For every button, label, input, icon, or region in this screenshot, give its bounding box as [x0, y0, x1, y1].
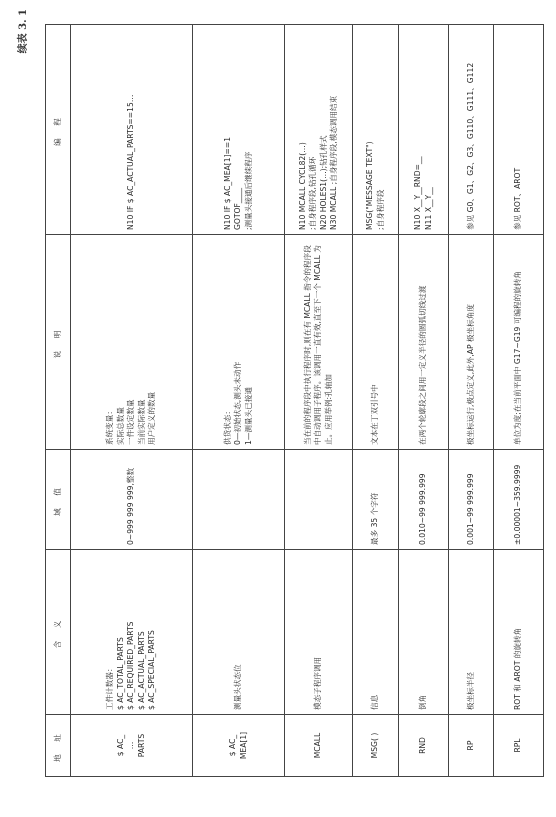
table-header-row: [46, 25, 71, 777]
cell-range: [193, 450, 285, 550]
cell-description: 当在前的程序段中执行程序时,则在有 MCALL 指令的程序段中自动调用子程序。该调用一直有效,直至下一个 MCALL 为止。应用举例:孔轴加: [285, 235, 353, 450]
cell-meaning: 极坐标半径: [449, 550, 494, 715]
cell-meaning: 工件计数器： $ AC_TOTAL_PARTS $ AC_REQUIRED_PARTS $ AC_ACTUAL_PARTS $ AC_SPECIAL_PARTS: [71, 550, 193, 715]
table-row: [494, 25, 544, 777]
cell-range: 0.010~99 999.999: [399, 450, 449, 550]
cell-range: 0.001~99 999.999: [449, 450, 494, 550]
cell-address: MCALL: [285, 715, 353, 777]
cell-address: $ AC_ … PARTS: [71, 715, 193, 777]
cell-meaning: 倒角: [399, 550, 449, 715]
cell-address: $ AC_ MEA[1]: [193, 715, 285, 777]
cell-program: N10 X__Y__RND=__ N11 X__Y__: [399, 25, 449, 235]
header-meaning: 含 义: [46, 550, 71, 715]
table-row: [353, 25, 399, 777]
table-row: [193, 25, 285, 777]
table-caption: 续表 3. 1: [18, 9, 29, 54]
table-row: [285, 25, 353, 777]
cell-program: N10 MCALL CYCL82(…) ;自身程序段,钻孔循环 N20 HOLES1(…);钻孔样式 N30 MCALL ;自身程序段,模态调用结束: [285, 25, 353, 235]
table-row: [399, 25, 449, 777]
cell-meaning: ROT 和 AROT 的旋转角: [494, 550, 544, 715]
cell-program: N10 IF $ AC_MEA[1]==1 GOTOF____ ;测量头接通后继续程序: [193, 25, 285, 235]
cell-description: 单位为度;在当前平面中 G17~G19 可编程的旋转角: [494, 235, 544, 450]
cell-range: 最多 35 个字符: [353, 450, 399, 550]
header-description: 说 明: [46, 235, 71, 450]
cell-description: 在两个轮廓段之间用一定义半径的圆弧切线过渡: [399, 235, 449, 450]
cell-description: 系统变量： 实际总数量 一件设定数量 当前实际数量 用户定义的数量: [71, 235, 193, 450]
header-program: 编 程: [46, 25, 71, 235]
table-row: [449, 25, 494, 777]
header-address: 地 址: [46, 715, 71, 777]
cell-program: 参见 ROT、AROT: [494, 25, 544, 235]
cell-program: N10 IF $ AC_ACTUAL_PARTS==15…: [71, 25, 193, 235]
cell-address: RND: [399, 715, 449, 777]
cell-meaning: 测量头状态位: [193, 550, 285, 715]
cell-range: ±0.00001~359.9999: [494, 450, 544, 550]
parameter-table: [45, 24, 544, 777]
cell-description: 供货状态： 0—初始状态,测头未动作 1—测量头已接通: [193, 235, 285, 450]
cell-meaning: 信息: [353, 550, 399, 715]
cell-description: 极坐标运行,极点定义,此外,AP 极坐标角度: [449, 235, 494, 450]
cell-range: [285, 450, 353, 550]
cell-address: RP: [449, 715, 494, 777]
table-row: [71, 25, 193, 777]
cell-description: 文本在丁双引号中: [353, 235, 399, 450]
cell-address: RPL: [494, 715, 544, 777]
cell-range: 0~999 999 999,整数: [71, 450, 193, 550]
cell-meaning: 模态子程序调用: [285, 550, 353, 715]
cell-address: MSG( ): [353, 715, 399, 777]
cell-program: 参见 G0、G1、G2、G3、G110、G111、G112: [449, 25, 494, 235]
cell-program: MSG("MESSAGE TEXT") ;自身程序段: [353, 25, 399, 235]
header-range: 域 值: [46, 450, 71, 550]
